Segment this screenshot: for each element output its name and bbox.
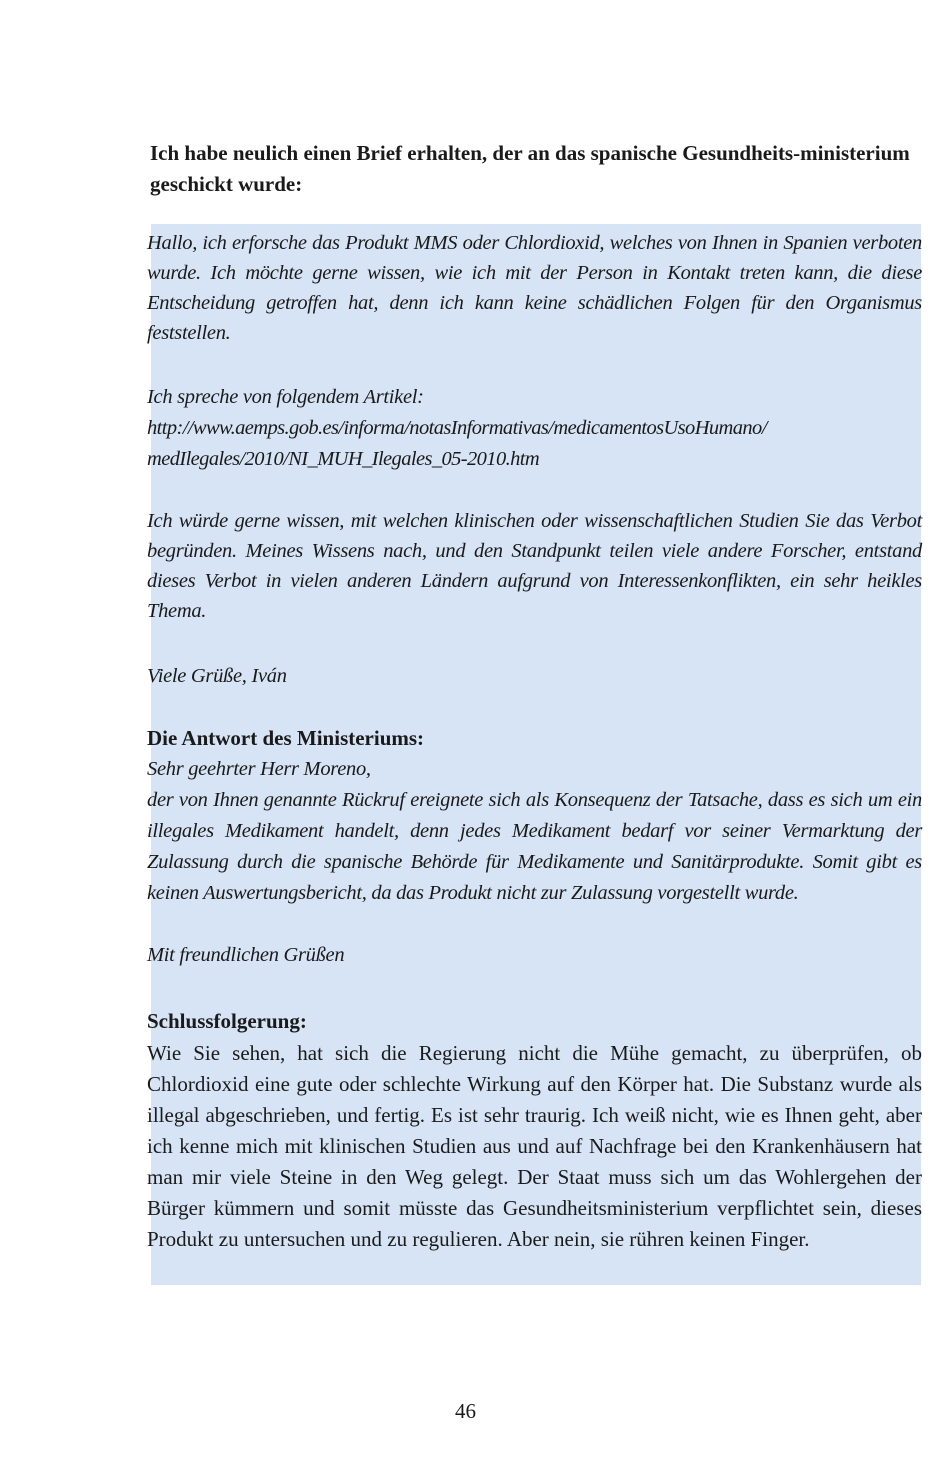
response-heading: Die Antwort des Ministeriums: [147, 726, 425, 750]
response-closing: Mit freundlichen Grüßen [147, 944, 345, 966]
letter-article-intro: Ich spreche von folgendem Artikel: [147, 386, 424, 408]
page-number: 46 [455, 1399, 476, 1423]
intro-text: Ich habe neulich einen Brief erhalten, der an das spanische Gesundheits-ministerium geschickt wurde: [150, 141, 910, 196]
letter-paragraph-2: Ich würde gerne wissen, mit welchen klinischen oder wissenschaftlichen Studien Sie das Verbot begründen. Meines Wissens nach, und den Standpunkt teilen viele andere Forscher, entstand dieses Verbot in vielen anderen Ländern aufgrund von Interessenkonflikten, ein sehr heikles Thema. [147, 510, 922, 622]
letter-article-url-line-1: http://www.aemps.gob.es/informa/notasInformativas/medicamentosUsoHumano/ [147, 417, 767, 439]
letter-article-url-line-2: medIlegales/2010/NI_MUH_Ilegales_05-2010.htm [147, 448, 540, 470]
response-salutation: Sehr geehrter Herr Moreno, [147, 758, 371, 780]
response-body: der von Ihnen genannte Rückruf ereignete sich als Konsequenz der Tatsache, dass es sich um ein illegales Medikament handelt, denn jedes Medikament bedarf vor seiner Vermarktung der Zulassung durch die spanische Behörde für Medikamente und Sanitärprodukte. Somit gibt es keinen Auswertungsbericht, da das Produkt nicht zur Zulassung vorgestellt wurde. [147, 789, 922, 904]
conclusion-heading: Schlussfolgerung: [147, 1009, 307, 1033]
conclusion-body: Wie Sie sehen, hat sich die Regierung nicht die Mühe gemacht, zu überprüfen, ob Chlordioxid eine gute oder schlechte Wirkung auf den Körper hat. Die Substanz wurde als illegal abgeschrieben, und fertig. Es ist sehr traurig. Ich weiß nicht, wie es Ihnen geht, aber ich kenne mich mit klinischen Studien aus und auf Nachfrage bei den Krankenhäusern hat man mir viele Steine in den Weg gelegt. Der Staat muss sich um das Wohlergehen der Bürger kümmern und somit müsste das Gesundheitsministerium verpflichtet sein, dieses Produkt zu untersuchen und zu regulieren. Aber nein, sie rühren keinen Finger. [147, 1041, 922, 1251]
letter-paragraph-1: Hallo, ich erforsche das Produkt MMS oder Chlordioxid, welches von Ihnen in Spanien verboten wurde. Ich möchte gerne wissen, wie ich mit der Person in Kontakt treten kann, die diese Entscheidung getroffen hat, denn ich kann keine schädlichen Folgen für den Organismus feststellen. [147, 232, 922, 344]
letter-signoff: Viele Grüße, Iván [147, 665, 287, 687]
